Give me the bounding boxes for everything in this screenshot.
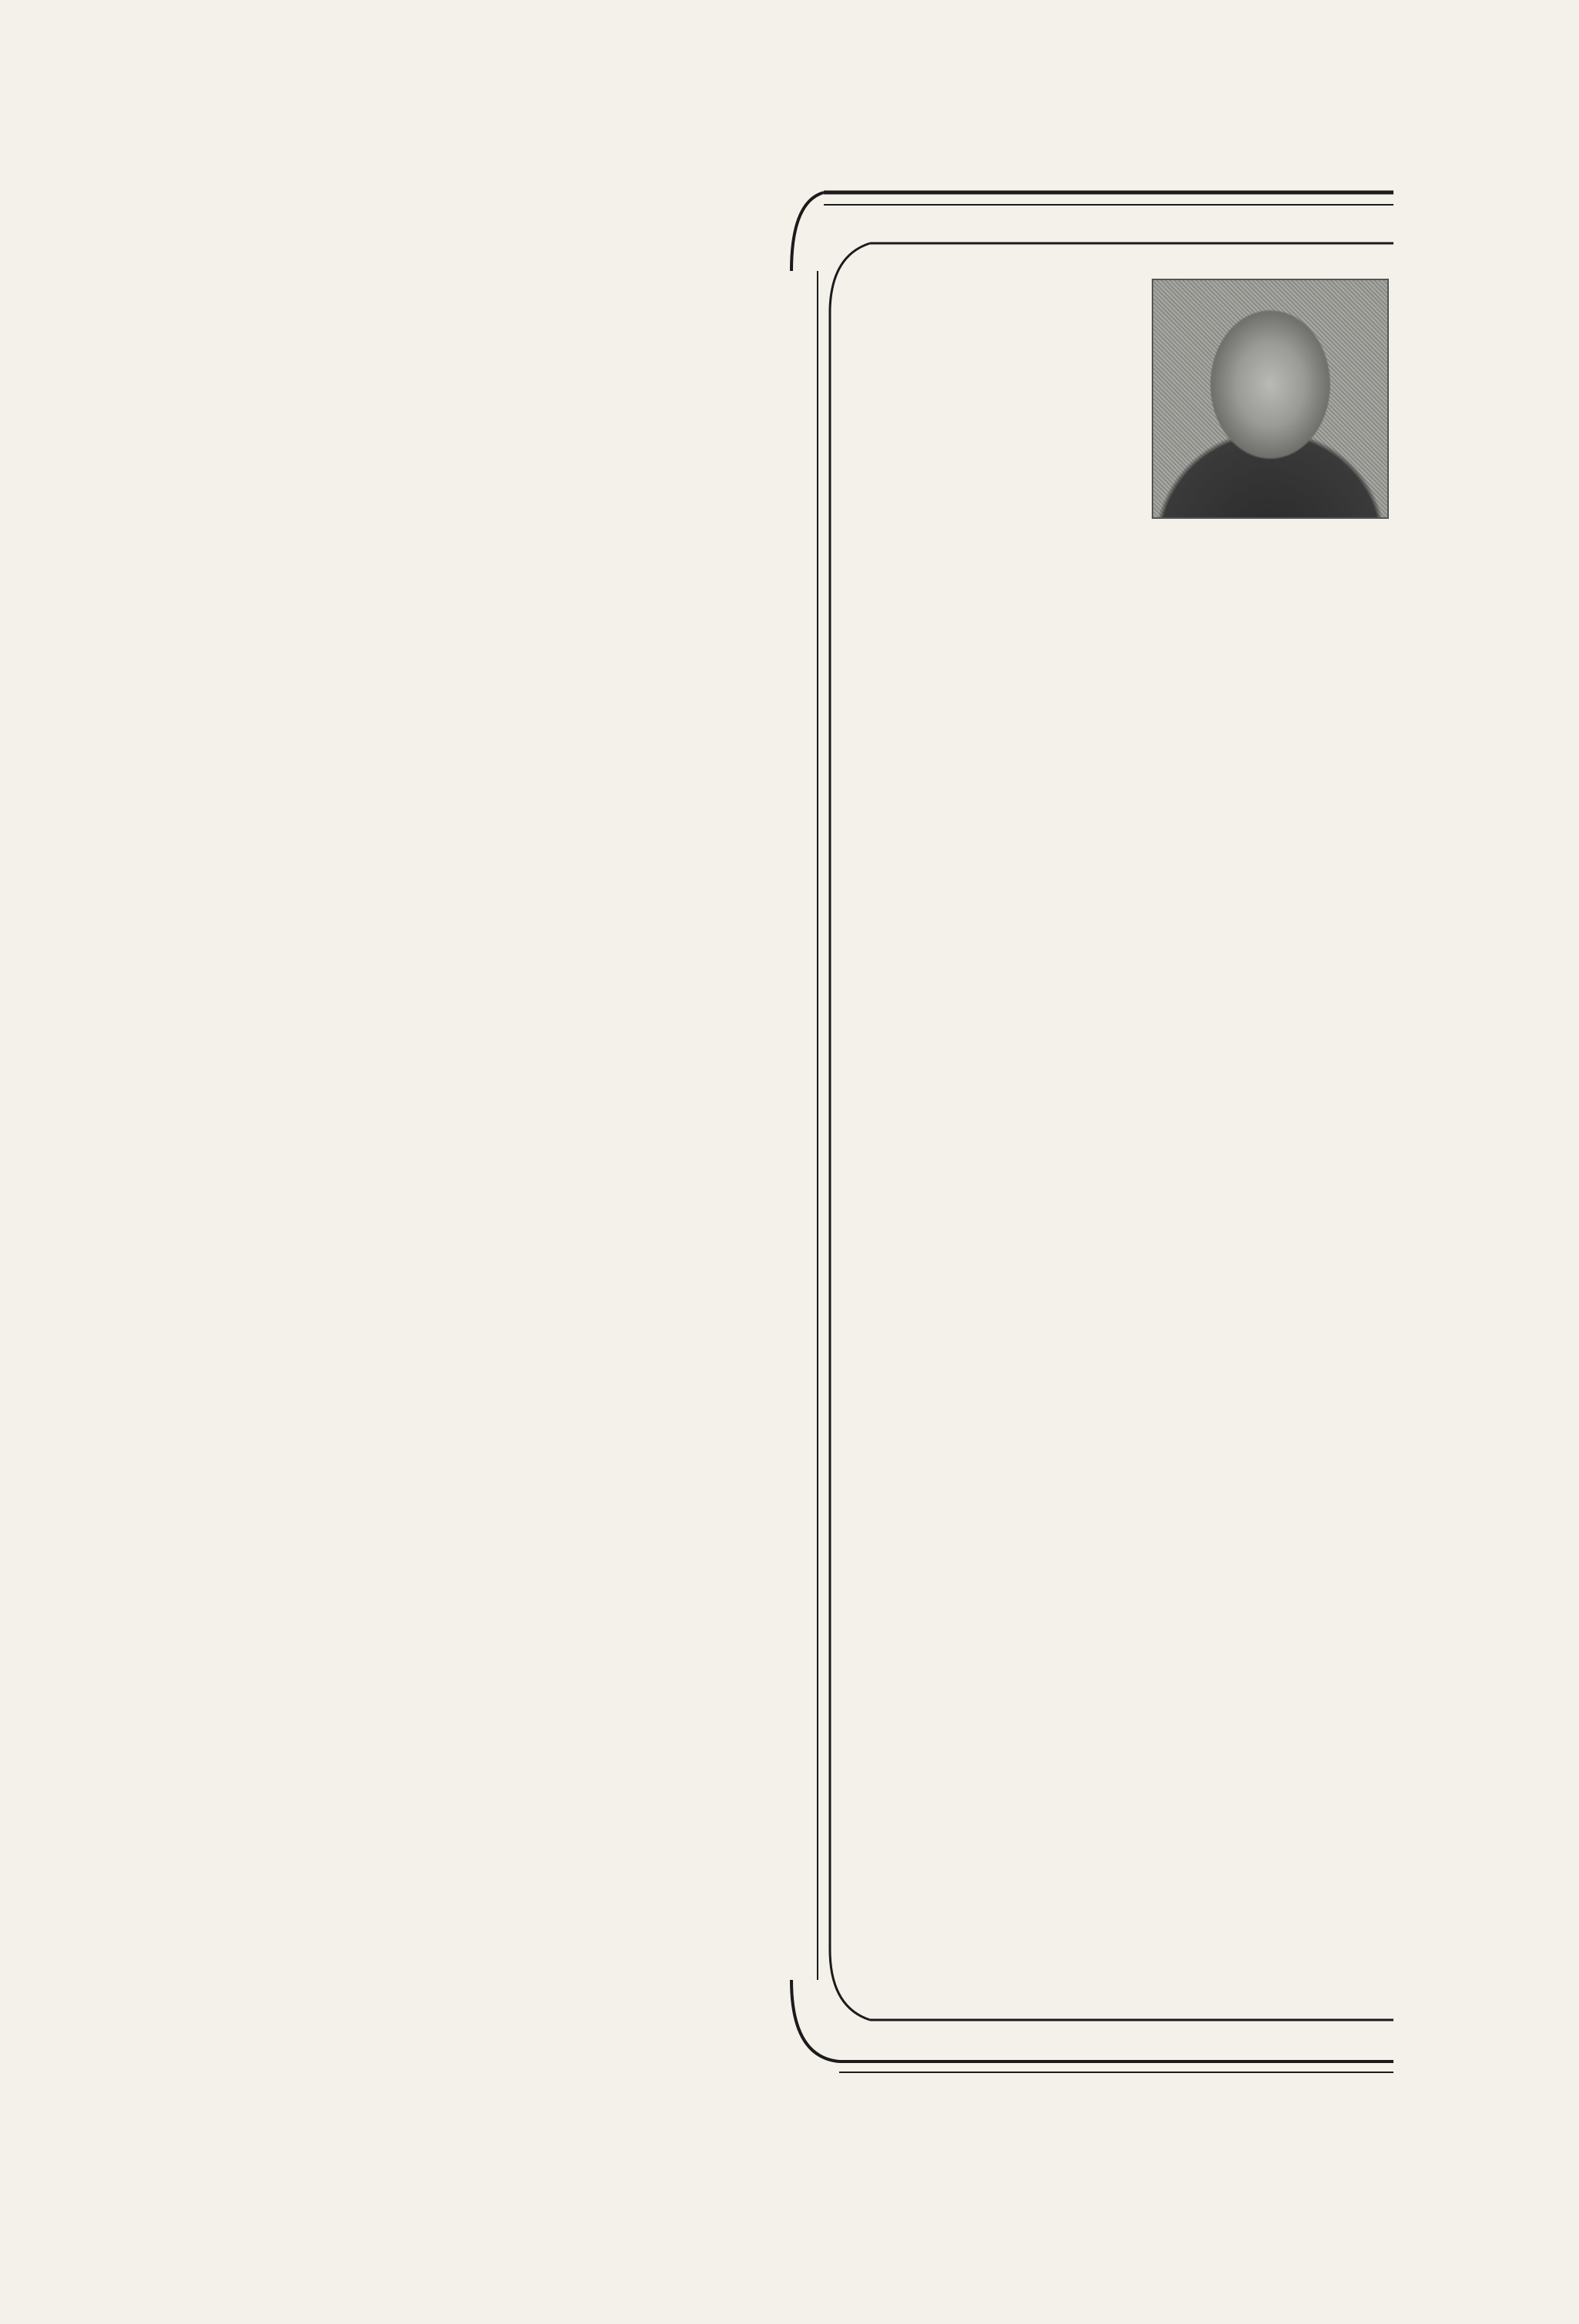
publisher-advertisement — [785, 179, 1401, 2083]
author-portrait-photo — [1152, 279, 1389, 519]
book-listings-column — [115, 177, 747, 226]
